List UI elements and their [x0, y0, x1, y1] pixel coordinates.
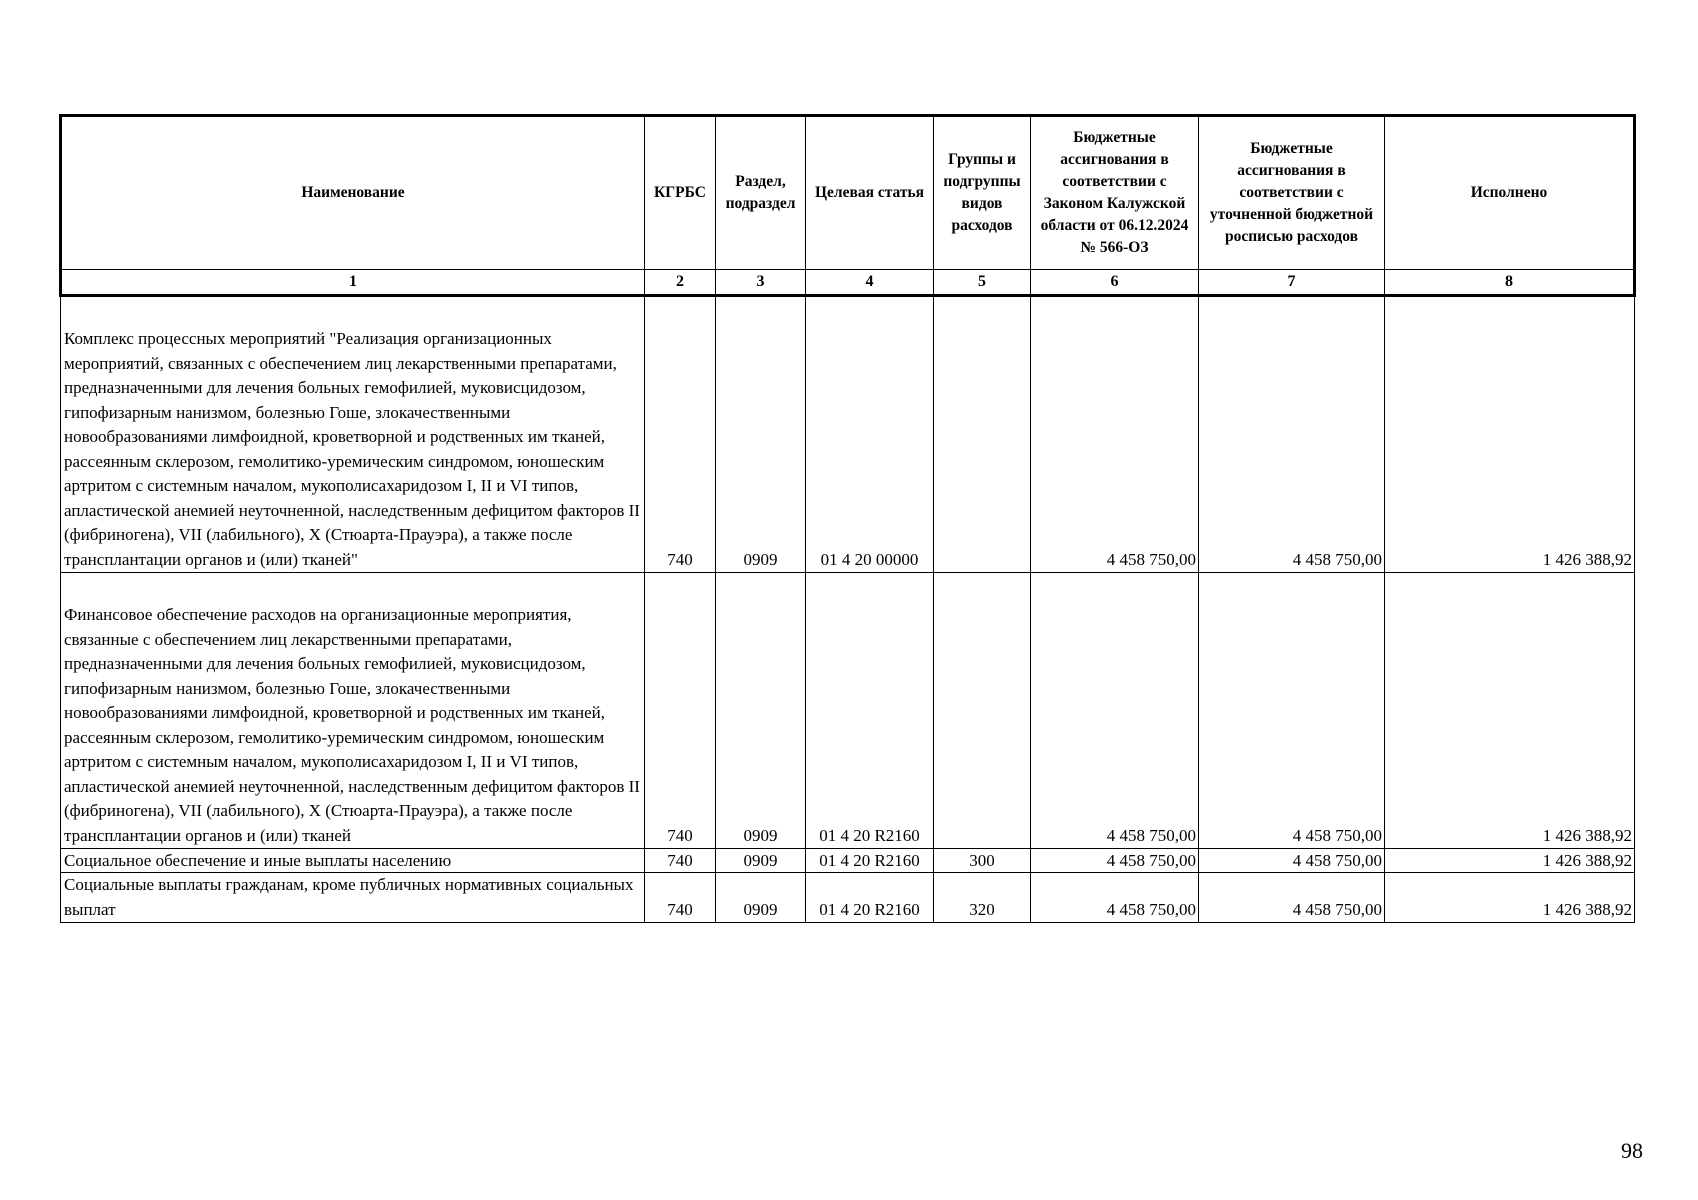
row-expense-group	[934, 573, 1031, 849]
header-kgrbs: КГРБС	[645, 116, 716, 270]
row-target-article: 01 4 20 R2160	[806, 873, 934, 923]
row-executed: 1 426 388,92	[1385, 873, 1635, 923]
budget-execution-table	[59, 114, 1636, 923]
row-kgrbs: 740	[645, 873, 716, 923]
table-row	[61, 849, 1635, 873]
header-expense-groups: Группы и подгруппы видов расходов	[934, 116, 1031, 270]
header-section: Раздел, подраздел	[716, 116, 806, 270]
row-executed: 1 426 388,92	[1385, 849, 1635, 873]
row-budget-law: 4 458 750,00	[1031, 296, 1199, 573]
column-number: 6	[1031, 270, 1199, 296]
row-budget-refined: 4 458 750,00	[1199, 296, 1385, 573]
column-number: 8	[1385, 270, 1635, 296]
page-number: 98	[1621, 1138, 1643, 1163]
row-expense-group	[934, 296, 1031, 573]
row-expense-group: 320	[934, 873, 1031, 923]
row-expense-group: 300	[934, 849, 1031, 873]
row-section: 0909	[716, 873, 806, 923]
column-number: 3	[716, 270, 806, 296]
header-budget-refined: Бюджетные ассигнования в соответствии с уточненной бюджетной росписью расходов	[1199, 116, 1385, 270]
row-budget-refined: 4 458 750,00	[1199, 573, 1385, 849]
row-kgrbs: 740	[645, 296, 716, 573]
table-row	[61, 296, 1635, 573]
row-budget-law: 4 458 750,00	[1031, 573, 1199, 849]
table-row	[61, 573, 1635, 849]
row-name: Финансовое обеспечение расходов на организационные мероприятия, связанные с обеспечением лиц лекарственными препаратами, предназначенными для лечения больных гемофилией, муковисцидозом, гипофизарным нанизмом, болезнью Гоше, злокачественными новообразованиями лимфоидной, кроветворной и родственных им тканей, рассеянным склерозом, гемолитико-уремическим синдромом, юношеским артритом с системным началом, мукополисахаридозом I, II и VI типов, апластической анемией неуточненной, наследственным дефицитом факторов II (фибриногена), VII (лабильного), X (Стюарта-Прауэра), а также после трансплантации органов и (или) тканей	[61, 573, 645, 849]
row-budget-refined: 4 458 750,00	[1199, 849, 1385, 873]
row-kgrbs: 740	[645, 573, 716, 849]
row-budget-refined: 4 458 750,00	[1199, 873, 1385, 923]
row-name: Социальные выплаты гражданам, кроме публичных нормативных социальных выплат	[61, 873, 645, 923]
row-name: Комплекс процессных мероприятий "Реализация организационных мероприятий, связанных с обеспечением лиц лекарственными препаратами, предназначенными для лечения больных гемофилией, муковисцидозом, гипофизарным нанизмом, болезнью Гоше, злокачественными новообразованиями лимфоидной, кроветворной и родственных им тканей, рассеянным склерозом, гемолитико-уремическим синдромом, юношеским артритом с системным началом, мукополисахаридозом I, II и VI типов, апластической анемией неуточненной, наследственным дефицитом факторов II (фибриногена), VII (лабильного), X (Стюарта-Прауэра), а также после трансплантации органов и (или) тканей"	[61, 296, 645, 573]
row-target-article: 01 4 20 00000	[806, 296, 934, 573]
row-section: 0909	[716, 296, 806, 573]
column-number: 7	[1199, 270, 1385, 296]
row-kgrbs: 740	[645, 849, 716, 873]
column-number: 4	[806, 270, 934, 296]
row-budget-law: 4 458 750,00	[1031, 849, 1199, 873]
row-name: Социальное обеспечение и иные выплаты населению	[61, 849, 645, 873]
row-executed: 1 426 388,92	[1385, 573, 1635, 849]
row-section: 0909	[716, 573, 806, 849]
column-number: 2	[645, 270, 716, 296]
column-number: 1	[61, 270, 645, 296]
row-executed: 1 426 388,92	[1385, 296, 1635, 573]
row-target-article: 01 4 20 R2160	[806, 849, 934, 873]
table-row	[61, 873, 1635, 923]
header-target-article: Целевая статья	[806, 116, 934, 270]
column-number: 5	[934, 270, 1031, 296]
header-executed: Исполнено	[1385, 116, 1635, 270]
row-section: 0909	[716, 849, 806, 873]
header-budget-law: Бюджетные ассигнования в соответствии с Законом Калужской области от 06.12.2024 № 566-ОЗ	[1031, 116, 1199, 270]
table-header-row	[61, 116, 1635, 270]
column-number-row	[61, 270, 1635, 296]
header-name: Наименование	[61, 116, 645, 270]
row-target-article: 01 4 20 R2160	[806, 573, 934, 849]
row-budget-law: 4 458 750,00	[1031, 873, 1199, 923]
